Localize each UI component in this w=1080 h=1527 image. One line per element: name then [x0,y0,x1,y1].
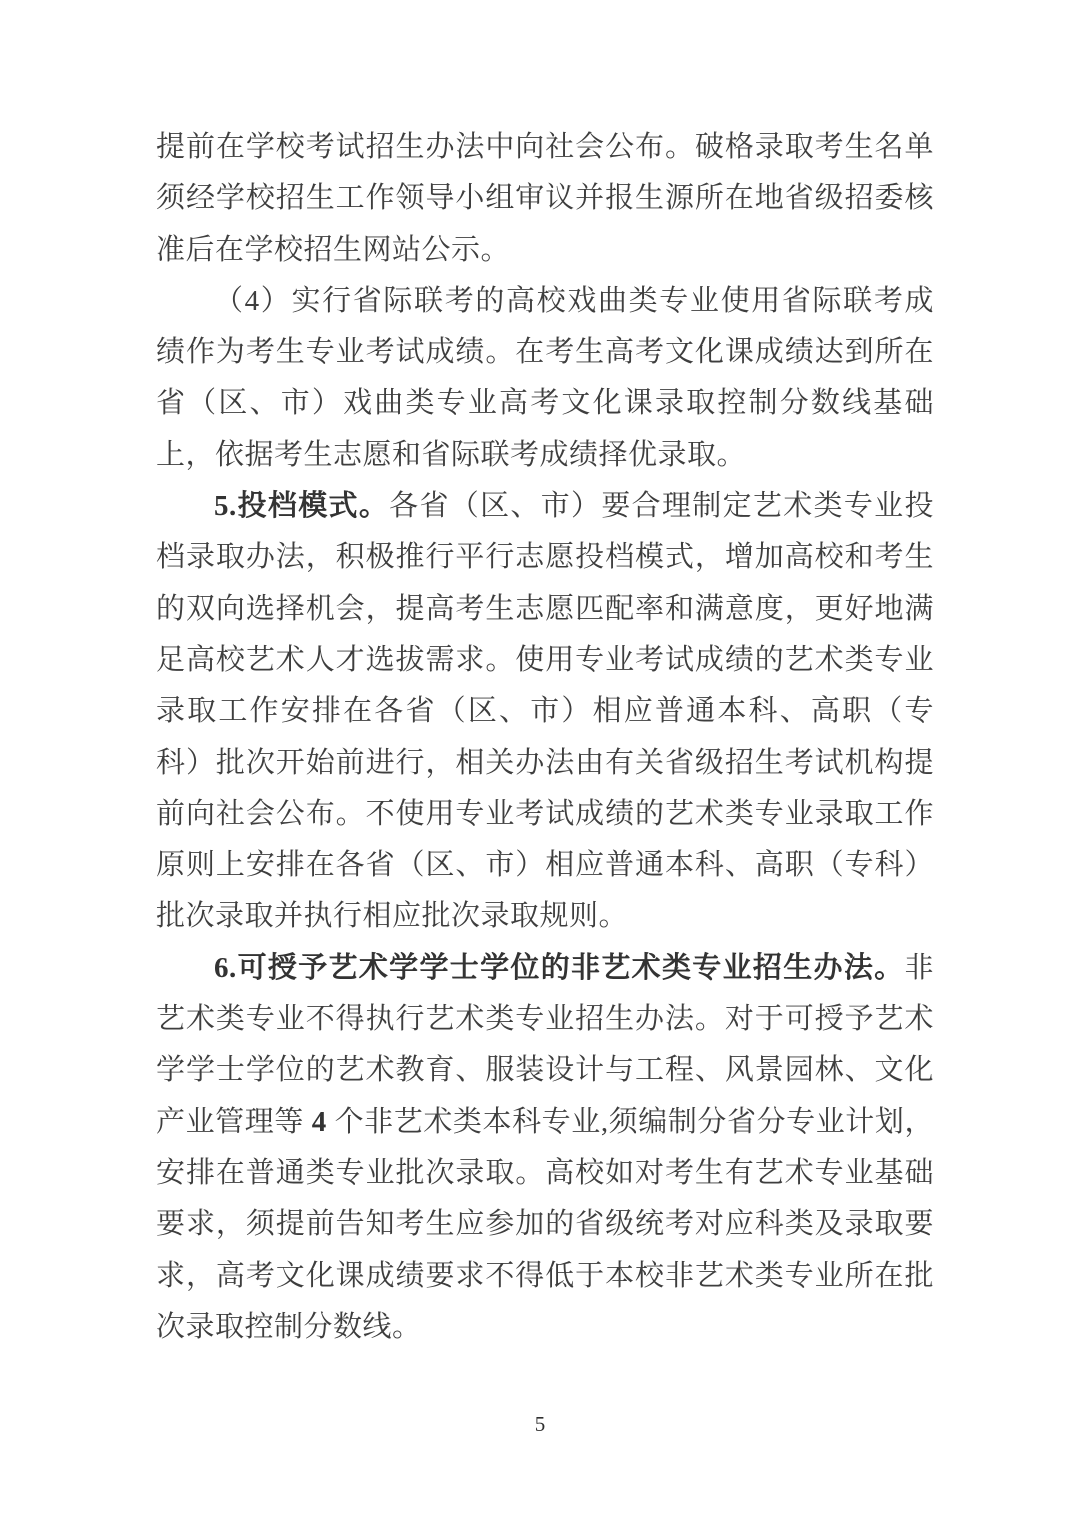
paragraph-text-segment: 个非艺术类本科专业,须编制分省分专业计划，安排在普通类专业批次录取。高校如对考生有艺术专业基础要求，须提前告知考生应参加的省级统考对应科类及录取要求，高考文化课成绩要求不得低于本校非艺术类专业所在批次录取控制分数线。 [156,1105,934,1343]
page-number: 5 [534,1412,546,1436]
paragraph-text-segment: 提前在学校考试招生办法中向社会公布。破格录取考生名单须经学校招生工作领导小组审议并报生源所在地省级招委核准后在学校招生网站公示。 [156,131,934,266]
paragraph-text-segment: 各省（区、市）要合理制定艺术类专业投档录取办法，积极推行平行志愿投档模式，增加高校和考生的双向选择机会，提高考生志愿匹配率和满意度，更好地满足高校艺术人才选拔需求。使用专业考试成绩的艺术类专业录取工作安排在各省（区、市）相应普通本科、高职（专科）批次开始前进行，相关办法由有关省级招生考试机构提前向社会公布。不使用专业考试成绩的艺术类专业录取工作原则上安排在各省（区、市）相应普通本科、高职（专科）批次录取并执行相应批次录取规则。 [156,490,934,933]
paragraph-bold-segment: 6.可授予艺术学学士学位的非艺术类专业招生办法。 [214,951,905,984]
document-body [156,122,934,1353]
paragraph-text-segment: 非艺术类专业不得执行艺术类专业招生办法。对于可授予艺术学学士学位的艺术教育、服装设计与工程、风景园林、文化产业管理等 [156,951,934,1138]
paragraph-bold-segment: 5.投档模式。 [214,490,390,523]
paragraph [156,276,934,481]
paragraph [156,481,934,943]
paragraph-bold-segment: 4 [311,1105,327,1138]
paragraph [156,943,934,1353]
paragraph-text-segment: （4）实行省际联考的高校戏曲类专业使用省际联考成绩作为考生专业考试成绩。在考生高考文化课成绩达到所在省（区、市）戏曲类专业高考文化课录取控制分数线基础上，依据考生志愿和省际联考成绩择优录取。 [156,284,934,471]
paragraph [156,122,934,276]
